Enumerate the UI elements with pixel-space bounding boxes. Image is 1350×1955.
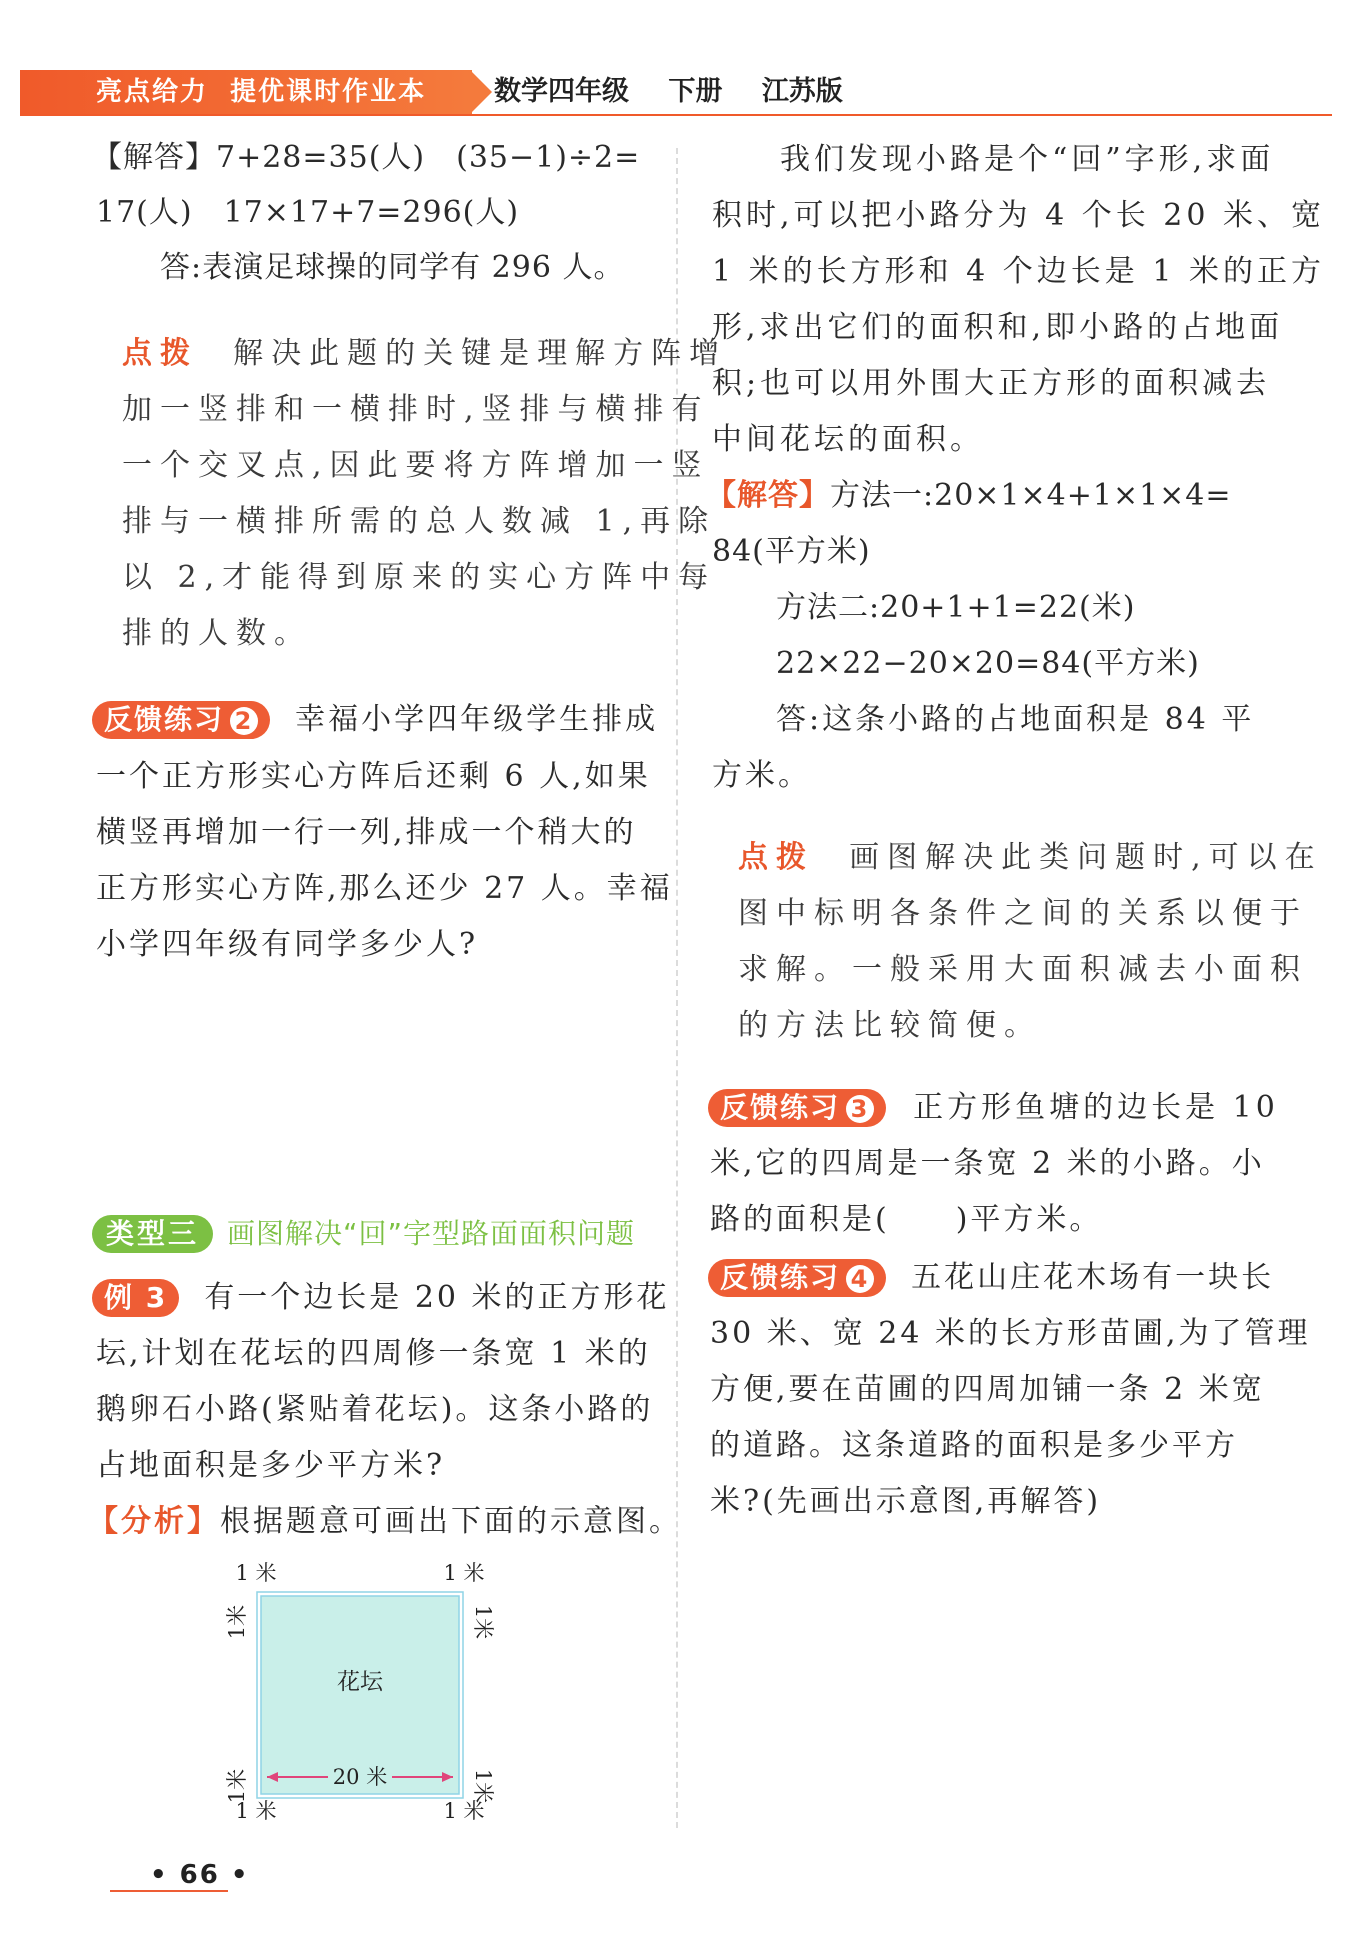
example-3-line-1 bbox=[92, 1278, 670, 1318]
exercise-2-text: 幸福小学四年级学生排成 bbox=[295, 702, 659, 737]
left-top-label: 1米 bbox=[225, 1604, 249, 1640]
analysis-line bbox=[88, 1502, 682, 1542]
answer-line-2: 17(人) 17×17+7=296(人) bbox=[96, 195, 520, 230]
example-3-badge: 例 3 bbox=[92, 1279, 179, 1317]
garden-diagram bbox=[220, 1550, 520, 1820]
volume: 下册 bbox=[668, 76, 723, 107]
right-bottom-label: 1米 bbox=[471, 1768, 495, 1804]
header-info bbox=[494, 74, 873, 110]
exercise-4-line-1 bbox=[708, 1258, 1274, 1298]
exercise-2-label: 反馈练习 bbox=[104, 703, 225, 736]
exercise-3-line-1 bbox=[708, 1088, 1279, 1128]
tip-2-line-1 bbox=[738, 838, 1323, 878]
tip-1-tag: 点拨 bbox=[122, 336, 198, 371]
tip-2-tag: 点拨 bbox=[738, 840, 814, 875]
exercise-3-badge bbox=[708, 1089, 886, 1127]
method-1-result: 84(平方米) bbox=[712, 534, 871, 569]
explain-line-5: 积;也可以用外围大正方形的面积减去 bbox=[712, 366, 1271, 401]
top-left-label: 1 米 bbox=[235, 1561, 277, 1585]
tip-2-line-4: 的方法比较简便。 bbox=[738, 1008, 1042, 1043]
exercise-2-line-2: 一个正方形实心方阵后还剩 6 人,如果 bbox=[96, 759, 651, 794]
exercise-4-line-2: 30 米、宽 24 米的长方形苗圃,为了管理 bbox=[710, 1316, 1311, 1351]
exercise-2-line-1 bbox=[92, 700, 658, 740]
explain-line-3: 1 米的长方形和 4 个边长是 1 米的正方 bbox=[712, 254, 1325, 289]
analysis-text: 根据题意可画出下面的示意图。 bbox=[220, 1504, 682, 1539]
right-top-label: 1米 bbox=[471, 1604, 495, 1640]
answer-line-3: 答:表演足球操的同学有 296 人。 bbox=[160, 250, 625, 285]
exercise-3-label: 反馈练习 bbox=[720, 1091, 841, 1124]
exercise-2-line-5: 小学四年级有同学多少人? bbox=[96, 927, 479, 962]
example-3-text: 有一个边长是 20 米的正方形花 bbox=[204, 1280, 670, 1315]
example-3-line-2: 坛,计划在花坛的四周修一条宽 1 米的 bbox=[96, 1336, 651, 1371]
method-1-text: 方法一:20×1×4+1×1×4= bbox=[830, 478, 1232, 513]
top-right-label: 1 米 bbox=[443, 1561, 485, 1585]
analysis-tag: 【分析】 bbox=[88, 1504, 220, 1539]
series-name: 亮点给力 bbox=[96, 77, 209, 107]
explain-line-6: 中间花坛的面积。 bbox=[712, 422, 984, 457]
answer-line-1: 【解答】7+28=35(人) (35−1)÷2= bbox=[92, 140, 641, 175]
type-3-badge: 类型三 bbox=[92, 1215, 213, 1253]
answer-2-line-2: 方米。 bbox=[712, 758, 811, 793]
length-label: 20 米 bbox=[332, 1765, 388, 1789]
exercise-3-number: 3 bbox=[846, 1095, 874, 1123]
bottom-right-label: 1 米 bbox=[443, 1799, 485, 1820]
exercise-4-label: 反馈练习 bbox=[720, 1261, 841, 1294]
explain-line-1: 我们发现小路是个“回”字形,求面 bbox=[780, 142, 1275, 177]
header-series bbox=[96, 74, 426, 110]
tip-1-line-3: 一个交叉点,因此要将方阵增加一竖 bbox=[122, 448, 710, 483]
tip-2-text: 画图解决此类问题时,可以在 bbox=[849, 840, 1323, 875]
left-bottom-label: 1米 bbox=[225, 1768, 249, 1804]
exercise-4-line-5: 米?(先画出示意图,再解答) bbox=[710, 1484, 1102, 1519]
garden-label: 花坛 bbox=[337, 1669, 383, 1695]
bottom-left-label: 1 米 bbox=[235, 1799, 277, 1820]
tip-1-line-6: 排的人数。 bbox=[122, 616, 312, 651]
example-3-line-4: 占地面积是多少平方米? bbox=[96, 1448, 446, 1483]
method-2-line-2: 22×22−20×20=84(平方米) bbox=[776, 646, 1200, 681]
exercise-3-line-2: 米,它的四周是一条宽 2 米的小路。小 bbox=[710, 1146, 1265, 1181]
tip-1-text: 解决此题的关键是理解方阵增 bbox=[233, 336, 728, 371]
page-number-rule bbox=[110, 1890, 228, 1892]
method-2-line-1: 方法二:20+1+1=22(米) bbox=[776, 590, 1136, 625]
subject: 数学四年级 bbox=[494, 76, 629, 107]
exercise-2-line-4: 正方形实心方阵,那么还少 27 人。幸福 bbox=[96, 871, 673, 906]
tip-1-line-5: 以 2,才能得到原来的实心方阵中每 bbox=[122, 560, 717, 595]
method-1-line bbox=[706, 476, 1232, 516]
tip-1-line-1 bbox=[122, 334, 727, 374]
exercise-4-number: 4 bbox=[846, 1265, 874, 1293]
header-band-arrow bbox=[470, 70, 492, 114]
explain-line-2: 积时,可以把小路分为 4 个长 20 米、宽 bbox=[712, 198, 1325, 233]
answer-tag: 【解答】 bbox=[706, 478, 830, 513]
exercise-4-text: 五花山庄花木场有一块长 bbox=[911, 1260, 1275, 1295]
tip-1-line-2: 加一竖排和一横排时,竖排与横排有 bbox=[122, 392, 710, 427]
tip-2-line-3: 求解。一般采用大面积减去小面积 bbox=[738, 952, 1308, 987]
answer-2-line-1: 答:这条小路的占地面积是 84 平 bbox=[776, 702, 1255, 737]
exercise-4-line-3: 方便,要在苗圃的四周加铺一条 2 米宽 bbox=[710, 1372, 1265, 1407]
exercise-2-number: 2 bbox=[230, 707, 258, 735]
page-number: • 66 • bbox=[150, 1860, 250, 1890]
type-3-heading bbox=[92, 1214, 635, 1254]
example-3-line-3: 鹅卵石小路(紧贴着花坛)。这条小路的 bbox=[96, 1392, 654, 1427]
exercise-2-line-3: 横竖再增加一行一列,排成一个稍大的 bbox=[96, 815, 637, 850]
exercise-4-line-4: 的道路。这条道路的面积是多少平方 bbox=[710, 1428, 1238, 1463]
exercise-2-badge bbox=[92, 701, 270, 739]
header-rule bbox=[20, 114, 1332, 116]
book-name: 提优课时作业本 bbox=[230, 77, 427, 107]
tip-1-line-4: 排与一横排所需的总人数减 1,再除 bbox=[122, 504, 717, 539]
tip-2-line-2: 图中标明各条件之间的关系以便于 bbox=[738, 896, 1308, 931]
explain-line-4: 形,求出它们的面积和,即小路的占地面 bbox=[712, 310, 1284, 345]
type-3-title: 画图解决“回”字型路面面积问题 bbox=[227, 1217, 636, 1250]
exercise-4-badge bbox=[708, 1259, 886, 1297]
exercise-3-text: 正方形鱼塘的边长是 10 bbox=[913, 1090, 1279, 1125]
edition: 江苏版 bbox=[761, 76, 843, 107]
exercise-3-line-3: 路的面积是( )平方米。 bbox=[710, 1202, 1103, 1237]
